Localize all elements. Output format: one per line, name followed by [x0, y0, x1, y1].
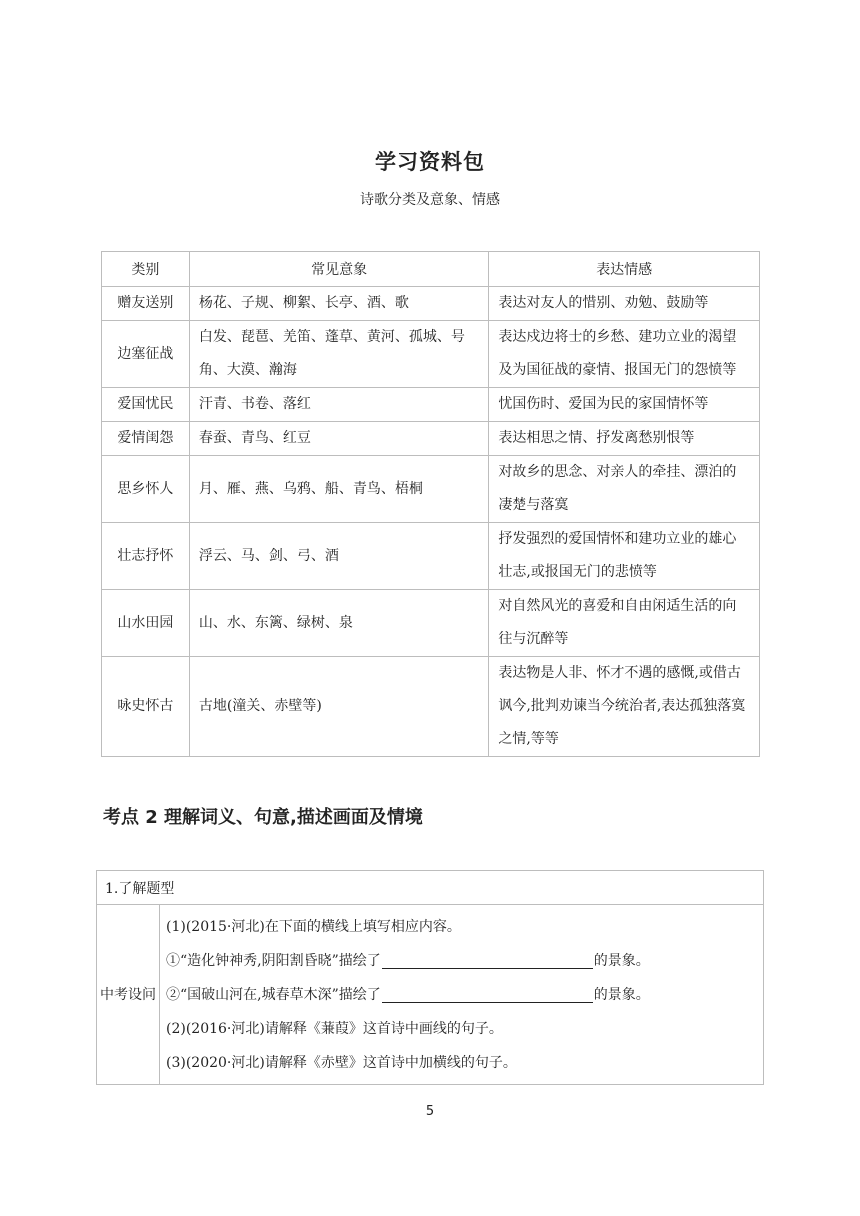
- question-item: (3)(2020·河北)请解释《赤壁》这首诗中加横线的句子。: [166, 1055, 517, 1071]
- category-cell: 山水田园: [102, 590, 190, 657]
- category-cell: 壮志抒怀: [102, 523, 190, 590]
- column-header-emotion: 表达情感: [489, 252, 760, 287]
- question-list: [160, 905, 764, 1085]
- imagery-cell: 春蚕、青鸟、红豆: [189, 422, 489, 456]
- section-heading: 考点 2 理解词义、句意,描述画面及情境: [103, 807, 423, 828]
- question-text: 的景象。: [593, 953, 650, 969]
- imagery-cell: 浮云、马、剑、弓、酒: [189, 523, 489, 590]
- question-box-header-row: [97, 871, 764, 905]
- exam-question-label: 中考设问: [97, 905, 160, 1085]
- table-row: [102, 287, 760, 321]
- table-row: [102, 422, 760, 456]
- answer-blank: [382, 986, 593, 1003]
- column-header-category: 类别: [102, 252, 190, 287]
- question-text: 的景象。: [593, 987, 650, 1003]
- question-item: (2)(2016·河北)请解释《蒹葭》这首诗中画线的句子。: [166, 1021, 503, 1037]
- question-type-box: [96, 870, 764, 1085]
- category-cell: 思乡怀人: [102, 456, 190, 523]
- fill-blank-question: [166, 978, 755, 1012]
- category-cell: 赠友送别: [102, 287, 190, 321]
- page-subtitle: 诗歌分类及意象、情感: [360, 192, 500, 208]
- imagery-cell: 杨花、子规、柳絮、长亭、酒、歌: [189, 287, 489, 321]
- category-cell: 爱情闺怨: [102, 422, 190, 456]
- emotion-cell: 对自然风光的喜爱和自由闲适生活的向往与沉醉等: [489, 590, 760, 657]
- imagery-cell: 山、水、东篱、绿树、泉: [189, 590, 489, 657]
- emotion-cell: 表达相思之情、抒发离愁别恨等: [489, 422, 760, 456]
- page-title: 学习资料包: [375, 150, 485, 174]
- question-item: (1)(2015·河北)在下面的横线上填写相应内容。: [166, 919, 461, 935]
- table-row: [102, 321, 760, 388]
- table-row: [102, 590, 760, 657]
- imagery-cell: 白发、琵琶、羌笛、蓬草、黄河、孤城、号角、大漠、瀚海: [189, 321, 489, 388]
- question-text: ②“国破山河在,城春草木深”描绘了: [166, 987, 381, 1003]
- page-number: 5: [425, 1104, 435, 1119]
- emotion-cell: 对故乡的思念、对亲人的牵挂、漂泊的凄楚与落寞: [489, 456, 760, 523]
- category-cell: 爱国忧民: [102, 388, 190, 422]
- table-row: [102, 657, 760, 757]
- emotion-cell: 表达对友人的惜别、劝勉、鼓励等: [489, 287, 760, 321]
- table-row: [102, 523, 760, 590]
- poetry-category-table: [101, 251, 760, 757]
- emotion-cell: 表达物是人非、怀才不遇的感慨,或借古讽今,批判劝谏当今统治者,表达孤独落寞之情,等等: [489, 657, 760, 757]
- question-box-header: 1.了解题型: [97, 871, 764, 905]
- imagery-cell: 古地(潼关、赤壁等): [189, 657, 489, 757]
- emotion-cell: 抒发强烈的爱国情怀和建功立业的雄心壮志,或报国无门的悲愤等: [489, 523, 760, 590]
- question-box-body-row: [97, 905, 764, 1085]
- imagery-cell: 汗青、书卷、落红: [189, 388, 489, 422]
- table-header-row: [102, 252, 760, 287]
- table-row: [102, 388, 760, 422]
- emotion-cell: 忧国伤时、爱国为民的家国情怀等: [489, 388, 760, 422]
- column-header-imagery: 常见意象: [189, 252, 489, 287]
- answer-blank: [382, 952, 593, 969]
- category-cell: 咏史怀古: [102, 657, 190, 757]
- fill-blank-question: [166, 944, 755, 978]
- emotion-cell: 表达戍边将士的乡愁、建功立业的渴望及为国征战的豪情、报国无门的怨愤等: [489, 321, 760, 388]
- category-cell: 边塞征战: [102, 321, 190, 388]
- table-row: [102, 456, 760, 523]
- imagery-cell: 月、雁、燕、乌鸦、船、青鸟、梧桐: [189, 456, 489, 523]
- question-text: ①“造化钟神秀,阴阳割昏晓”描绘了: [166, 953, 381, 969]
